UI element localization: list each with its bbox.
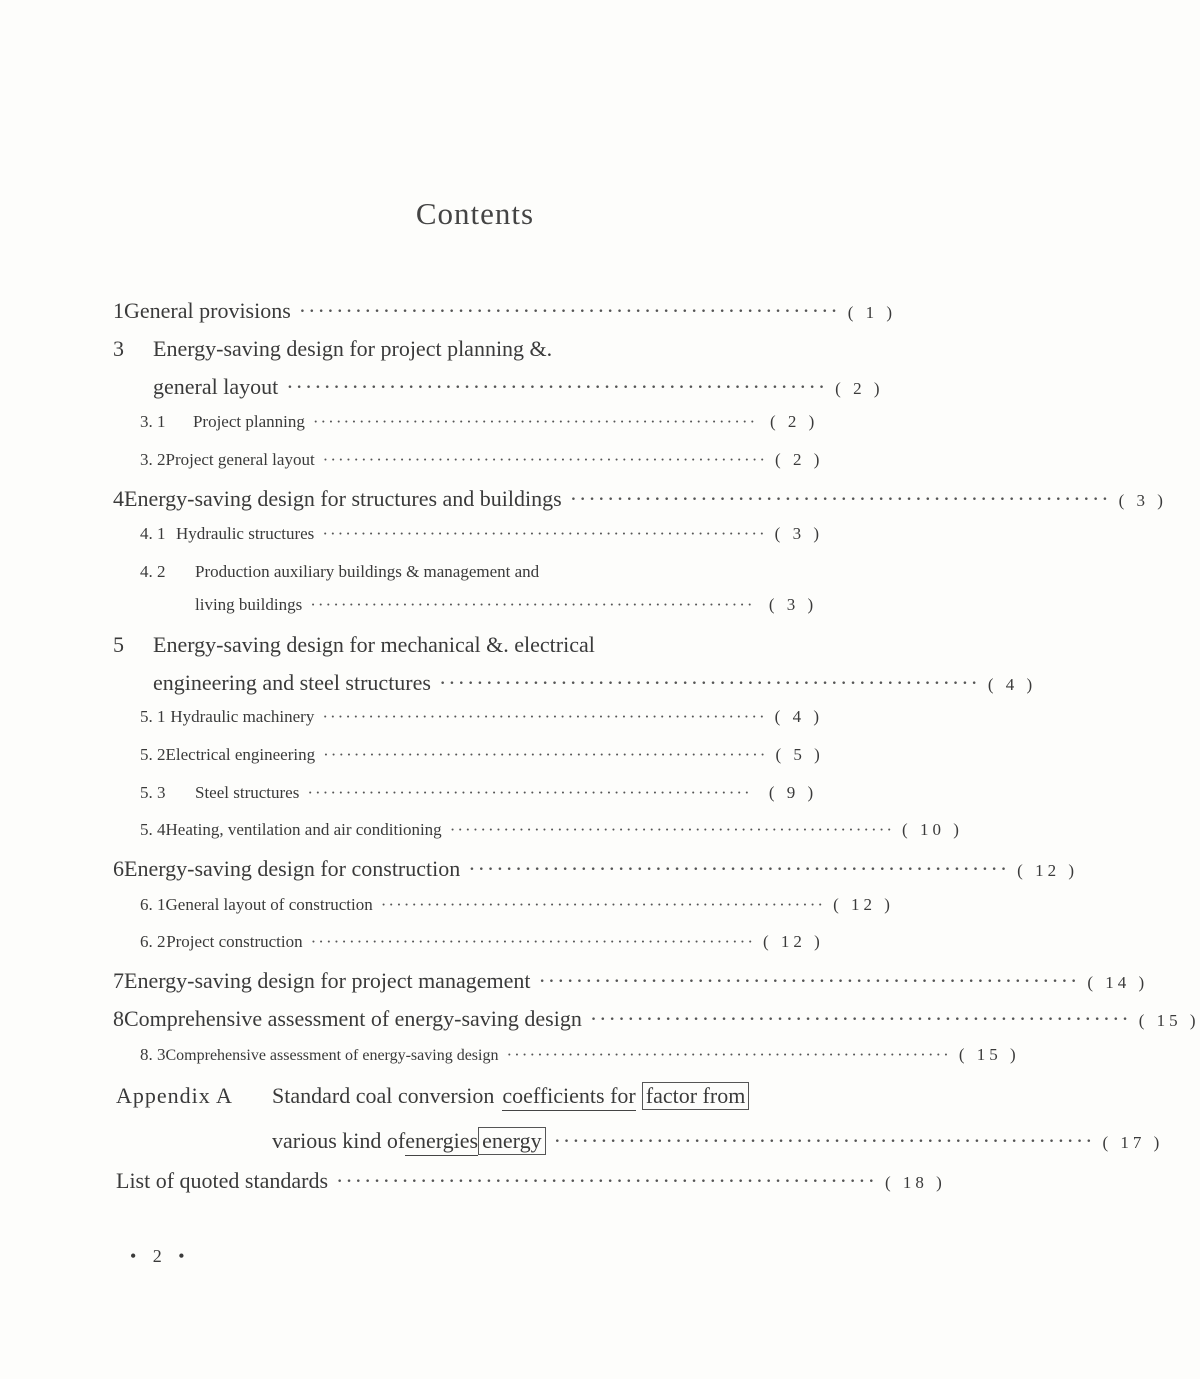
dot-leader: ·························································· (589, 1006, 1131, 1031)
dot-leader: ·························································· (538, 968, 1080, 993)
toc-entry-5[interactable] (113, 632, 823, 662)
toc-entry-4[interactable] (113, 486, 1167, 516)
appendix-text: Standard coal conversion (272, 1083, 495, 1108)
entry-label: List of quoted standards (116, 1168, 329, 1193)
toc-entry-3[interactable] (113, 336, 823, 366)
dot-leader: ·························································· (286, 374, 828, 399)
toc-entry-4-1[interactable] (140, 524, 823, 554)
entry-page: ( 3 ) (774, 524, 823, 543)
entry-page: ( 2 ) (835, 379, 884, 398)
entry-number: 5. 2 (140, 745, 166, 764)
dot-leader: ·························································· (468, 856, 1010, 881)
entry-label: Energy-saving design for project planning &. (153, 336, 553, 361)
dot-leader: ·························································· (322, 524, 767, 543)
entry-label: Steel structures (195, 783, 300, 802)
toc-entry-quoted-standards[interactable] (116, 1168, 946, 1198)
toc-entry-appendix-a[interactable] (116, 1082, 749, 1111)
entry-page: ( 2 ) (769, 412, 819, 431)
entry-label: living buildings (195, 595, 303, 614)
entry-label: Energy-saving design for structures and buildings (124, 486, 562, 511)
entry-page: ( 1 ) (847, 303, 897, 322)
entry-number: 6. 1 (140, 895, 166, 914)
dot-leader: ·························································· (310, 932, 755, 951)
entry-page: ( 12 ) (833, 895, 894, 914)
entry-label: Project general layout (165, 450, 315, 469)
dot-leader: ·························································· (553, 1128, 1095, 1153)
entry-label: Electrical engineering (165, 745, 316, 764)
entry-label: General provisions (124, 298, 291, 323)
entry-label: general layout (153, 374, 279, 399)
entry-number: 7 (113, 968, 124, 993)
entry-label: General layout of construction (165, 895, 373, 914)
underlined-text: energies (405, 1128, 478, 1156)
entry-label: Hydraulic structures (175, 524, 315, 543)
entry-label: Production auxiliary buildings & management and (195, 562, 540, 581)
toc-entry-5-cont[interactable] (153, 670, 1037, 700)
entry-page: ( 4 ) (987, 675, 1037, 694)
entry-label: Project construction (166, 932, 303, 951)
toc-entry-3-1[interactable] (140, 412, 823, 442)
entry-number: 5 (113, 632, 124, 657)
dot-leader: ·························································· (312, 412, 758, 431)
toc-entry-1[interactable] (113, 298, 897, 328)
entry-page: ( 18 ) (884, 1173, 946, 1192)
toc-entry-5-4[interactable] (140, 820, 963, 850)
entry-page: ( 9 ) (768, 783, 818, 802)
entry-number: 4 (113, 486, 124, 511)
toc-entry-4-2-cont[interactable] (195, 595, 823, 625)
dot-leader: ·························································· (310, 595, 755, 614)
entry-number: 6 (113, 856, 124, 881)
toc-entry-appendix-a-cont[interactable] (272, 1127, 1164, 1157)
dot-leader: ·························································· (307, 783, 752, 802)
entry-label: Energy-saving design for mechanical &. electrical (153, 632, 595, 657)
dot-leader: ·························································· (336, 1168, 877, 1193)
entry-number: 1 (113, 298, 124, 323)
page-number: • 2 • (130, 1246, 191, 1266)
toc-entry-3-2[interactable] (140, 450, 823, 480)
entry-page: ( 12 ) (1017, 861, 1078, 880)
toc-entry-6-2[interactable] (140, 932, 823, 962)
entry-page: ( 17 ) (1102, 1133, 1164, 1152)
entry-page: ( 10 ) (902, 820, 963, 839)
entry-page: ( 2 ) (775, 450, 824, 469)
entry-number: 5. 4 (140, 820, 166, 839)
entry-number: 4. 1 (140, 524, 166, 543)
entry-page: ( 14 ) (1087, 973, 1149, 992)
page-title: Contents (415, 196, 535, 231)
dot-leader: ·························································· (449, 820, 895, 839)
appendix-text: various kind of (272, 1128, 406, 1153)
toc-entry-3-cont[interactable] (153, 374, 884, 404)
entry-number: 8. 3 (140, 1045, 166, 1064)
dot-leader: ·························································· (322, 707, 767, 726)
toc-entry-6-1[interactable] (140, 895, 894, 925)
toc-entry-6[interactable] (113, 856, 1078, 886)
entry-number: 8 (113, 1006, 124, 1031)
dot-leader: ·························································· (298, 298, 840, 323)
entry-page: ( 3 ) (1118, 491, 1167, 510)
entry-page: ( 3 ) (768, 595, 818, 614)
entry-label: Energy-saving design for project management (124, 968, 531, 993)
entry-number: 3. 1 (140, 412, 166, 431)
entry-number: 6. 2 (140, 932, 166, 951)
entry-number: 4. 2 (140, 562, 166, 581)
dot-leader: ·························································· (322, 450, 768, 469)
entry-page: ( 5 ) (775, 745, 824, 764)
dot-leader: ·························································· (569, 486, 1111, 511)
toc-entry-5-1[interactable] (140, 707, 823, 737)
entry-number: 5. 1 (140, 707, 166, 726)
boxed-correction: factor from (642, 1082, 750, 1110)
toc-entry-5-3[interactable] (140, 783, 823, 813)
entry-label: Energy-saving design for construction (124, 856, 461, 881)
entry-page: ( 4 ) (774, 707, 823, 726)
dot-leader: ·························································· (323, 745, 768, 764)
entry-page: ( 15 ) (958, 1045, 1020, 1064)
toc-entry-7[interactable] (113, 968, 1149, 998)
dot-leader: ·························································· (438, 670, 980, 695)
toc-entry-4-2[interactable] (140, 562, 823, 592)
dot-leader: ·························································· (380, 895, 826, 914)
entry-label: Heating, ventilation and air conditioning (165, 820, 442, 839)
toc-entry-5-2[interactable] (140, 745, 823, 775)
toc-entry-8-3[interactable] (140, 1045, 1020, 1075)
underlined-text: coefficients for (502, 1083, 635, 1111)
entry-label: Hydraulic machinery (170, 707, 315, 726)
dot-leader: ·························································· (506, 1045, 951, 1064)
entry-number: 3 (113, 336, 124, 361)
entry-number: 3. 2 (140, 450, 166, 469)
entry-page: ( 12 ) (763, 932, 824, 951)
entry-label: Project planning (192, 412, 305, 431)
entry-label: Comprehensive assessment of energy-saving design (124, 1006, 582, 1031)
entry-number: 5. 3 (140, 783, 166, 802)
appendix-prefix: Appendix A (116, 1083, 233, 1108)
entry-label: engineering and steel structures (153, 670, 431, 695)
entry-page: ( 15 ) (1138, 1011, 1200, 1030)
boxed-correction: energy (478, 1127, 545, 1155)
entry-label: Comprehensive assessment of energy-saving design (165, 1047, 499, 1064)
toc-entry-8[interactable] (113, 1006, 1200, 1036)
